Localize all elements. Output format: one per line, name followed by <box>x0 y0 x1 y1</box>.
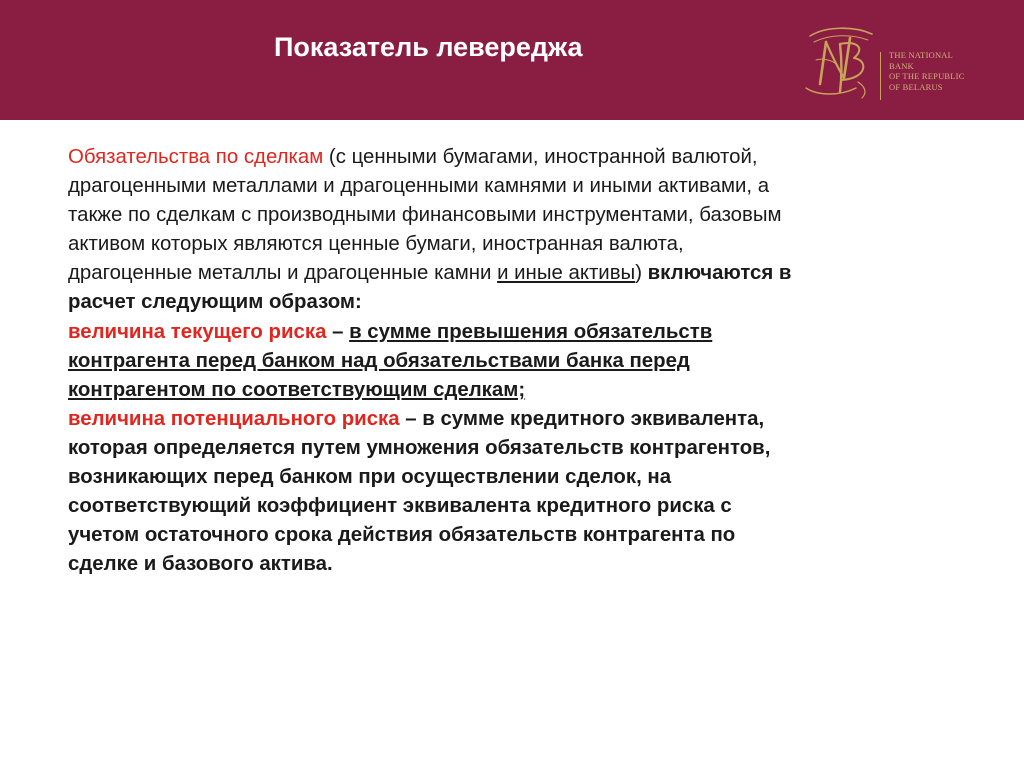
text-line: контрагента перед банком над обязательствами банка перед <box>68 349 690 372</box>
term-current-risk: величина текущего риска <box>68 320 327 343</box>
nb-monogram-icon <box>796 22 880 102</box>
text-line: учетом остаточного срока действия обязательств контрагента по <box>68 524 736 547</box>
text-run: – в сумме кредитного эквивалента, <box>399 407 765 430</box>
text-line: также по сделкам с производными финансовыми инструментами, базовым <box>68 204 782 227</box>
logo-text-line: BANK <box>889 60 914 71</box>
text-line <box>68 318 988 347</box>
body-text <box>68 143 988 579</box>
term-potential-risk: величина потенциального риска <box>68 407 400 430</box>
text-line <box>68 259 988 288</box>
text-run: (с ценными бумагами, иностранной валютой, <box>323 146 758 168</box>
underlined-text: и иные активы <box>497 262 636 285</box>
text-line: возникающих перед банком при осуществлении сделок, на <box>68 466 672 489</box>
logo-text-line: OF BELARUS <box>889 81 943 92</box>
text-line: расчет следующим образом: <box>68 291 362 314</box>
text-line: которая определяется путем умножения обязательств контрагентов, <box>68 436 771 459</box>
logo-text-line: OF THE REPUBLIC <box>889 71 965 81</box>
bold-text: включаются в <box>641 262 792 285</box>
term-obligations: Обязательства по сделкам <box>68 146 324 168</box>
logo-divider <box>880 52 881 100</box>
text-line <box>68 405 988 434</box>
bank-logo <box>796 22 996 102</box>
text-run: – <box>326 320 350 343</box>
text-line: сделке и базового актива. <box>68 553 333 576</box>
text-line: активом которых являются ценные бумаги, иностранная валюта, <box>68 233 684 256</box>
text-run: драгоценные металлы и драгоценные камни <box>68 262 498 285</box>
slide-title: Показатель левереджа <box>274 32 583 62</box>
text-line: контрагентом по соответствующим сделкам; <box>68 378 526 401</box>
text-run: ) <box>635 262 642 285</box>
underlined-text: в сумме превышения обязательств <box>349 320 713 343</box>
text-line: драгоценными металлами и драгоценными камнями и иными активами, а <box>68 175 770 198</box>
text-line: соответствующий коэффициент эквивалента кредитного риска с <box>68 495 732 518</box>
logo-text-line: THE NATIONAL <box>889 50 954 60</box>
header-bar <box>0 0 1024 120</box>
logo-text <box>889 50 999 92</box>
text-line <box>68 143 988 172</box>
